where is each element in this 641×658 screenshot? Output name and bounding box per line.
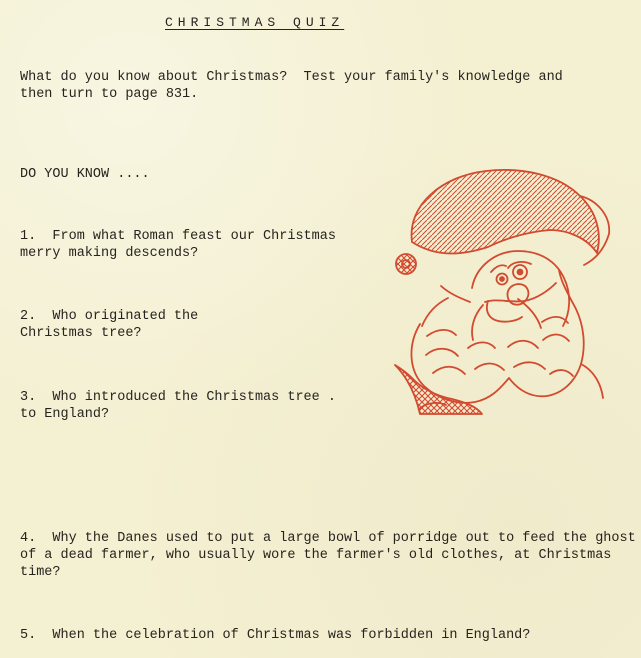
question-5-line-1: 5. When the celebration of Christmas was forbidden in England? [20, 628, 531, 643]
question-4-line-3: time? [20, 565, 61, 580]
question-1-line-2: merry making descends? [20, 246, 199, 261]
question-3-line-2: to England? [20, 407, 110, 422]
intro-line-1: What do you know about Christmas? Test your family's knowledge and [20, 70, 563, 85]
question-1-line-1: 1. From what Roman feast our Christmas [20, 229, 336, 244]
bleed-through-text [225, 418, 625, 458]
question-4-line-2: of a dead farmer, who usually wore the farmer's old clothes, at Christmas [20, 548, 612, 563]
intro-line-2: then turn to page 831. [20, 87, 199, 102]
question-4-line-1: 4. Why the Danes used to put a large bowl of porridge out to feed the ghost [20, 531, 636, 546]
bleed-through-text [250, 100, 610, 140]
question-3-line-1: 3. Who introduced the Christmas tree . [20, 390, 336, 405]
quiz-title: CHRISTMAS QUIZ [165, 15, 345, 30]
santa-claus-drawing-icon [392, 150, 628, 418]
question-2-line-2: Christmas tree? [20, 326, 142, 341]
question-2-line-1: 2. Who originated the [20, 309, 199, 324]
do-you-know-heading: DO YOU KNOW .... [20, 167, 150, 182]
